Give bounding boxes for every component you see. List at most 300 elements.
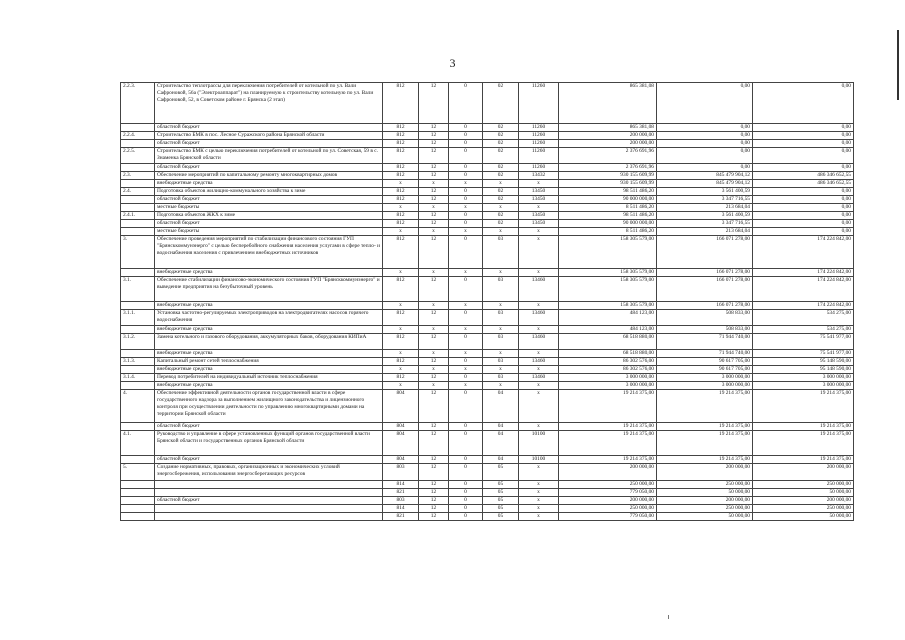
row-number-cell: 4.1. bbox=[121, 431, 155, 456]
table-row bbox=[121, 423, 854, 431]
article-cell: 13450 bbox=[519, 188, 559, 196]
row-name-cell: внебюджетные средства bbox=[155, 366, 383, 374]
amount-year1-cell: 779 050,00 bbox=[559, 513, 657, 521]
table-row bbox=[121, 431, 854, 456]
table-body bbox=[121, 83, 854, 521]
section-cell: x bbox=[419, 366, 449, 374]
program-cell: 04 bbox=[483, 390, 519, 423]
row-name-cell: Строительство БМК с целью переключения потребителей от котельной по ул. Советская, 59 в с. Знаменка Брянской области bbox=[155, 148, 383, 164]
code-cell: 812 bbox=[383, 124, 419, 132]
program-cell: 02 bbox=[483, 124, 519, 132]
row-number-cell bbox=[121, 220, 155, 228]
code-cell: 804 bbox=[383, 423, 419, 431]
table-row bbox=[121, 326, 854, 334]
row-name-cell: Подготовка объектов жилищно-коммунального хозяйства к зиме bbox=[155, 188, 383, 196]
amount-year2-cell: 508 833,00 bbox=[657, 326, 753, 334]
amount-year1-cell: 2 376 691,96 bbox=[559, 148, 657, 164]
row-number-cell bbox=[121, 164, 155, 172]
amount-year2-cell: 0,00 bbox=[657, 164, 753, 172]
table-row bbox=[121, 228, 854, 236]
amount-year3-cell: 75 541 977,00 bbox=[753, 350, 854, 358]
amount-year3-cell: 200 000,00 bbox=[753, 497, 854, 505]
amount-year3-cell: 0,00 bbox=[753, 204, 854, 212]
article-cell: x bbox=[519, 350, 559, 358]
row-number-cell: 2.3. bbox=[121, 172, 155, 180]
program-cell: 04 bbox=[483, 431, 519, 456]
code-cell: 814 bbox=[383, 481, 419, 489]
program-cell: 04 bbox=[483, 456, 519, 464]
amount-year2-cell: 19 214 375,00 bbox=[657, 390, 753, 423]
subsection-cell: 0 bbox=[449, 83, 483, 124]
code-cell: 812 bbox=[383, 236, 419, 269]
section-cell: x bbox=[419, 228, 449, 236]
subsection-cell: 0 bbox=[449, 374, 483, 382]
code-cell: 812 bbox=[383, 196, 419, 204]
program-cell: x bbox=[483, 366, 519, 374]
amount-year3-cell: 19 214 375,00 bbox=[753, 431, 854, 456]
amount-year3-cell: 200 000,00 bbox=[753, 464, 854, 481]
row-number-cell: 2.2.4. bbox=[121, 132, 155, 140]
program-cell: 03 bbox=[483, 277, 519, 302]
amount-year2-cell: 166 071 278,00 bbox=[657, 277, 753, 302]
amount-year1-cell: 158 305 579,00 bbox=[559, 236, 657, 269]
row-number-cell: 3.1.2. bbox=[121, 334, 155, 350]
section-cell: 12 bbox=[419, 140, 449, 148]
code-cell: 804 bbox=[383, 456, 419, 464]
amount-year2-cell: 250 000,00 bbox=[657, 505, 753, 513]
amount-year3-cell: 0,00 bbox=[753, 164, 854, 172]
amount-year2-cell: 0,00 bbox=[657, 132, 753, 140]
amount-year2-cell: 166 071 278,00 bbox=[657, 302, 753, 310]
subsection-cell: 0 bbox=[449, 196, 483, 204]
table-row bbox=[121, 456, 854, 464]
row-name-cell: областной бюджет bbox=[155, 220, 383, 228]
code-cell: 803 bbox=[383, 464, 419, 481]
section-cell: 12 bbox=[419, 164, 449, 172]
section-cell: 12 bbox=[419, 497, 449, 505]
amount-year1-cell: 200 000,00 bbox=[559, 132, 657, 140]
amount-year3-cell: 3 000 000,00 bbox=[753, 382, 854, 390]
article-cell: 13460 bbox=[519, 374, 559, 382]
table-row bbox=[121, 220, 854, 228]
section-cell: 12 bbox=[419, 456, 449, 464]
program-cell: 04 bbox=[483, 423, 519, 431]
table-row bbox=[121, 374, 854, 382]
article-cell: x bbox=[519, 302, 559, 310]
row-name-cell: Обеспечение мероприятий по капитальному ремонту многоквартирных домов bbox=[155, 172, 383, 180]
code-cell: 803 bbox=[383, 497, 419, 505]
section-cell: 12 bbox=[419, 212, 449, 220]
amount-year2-cell: 0,00 bbox=[657, 148, 753, 164]
amount-year1-cell: 3 000 000,00 bbox=[559, 374, 657, 382]
amount-year3-cell: 19 214 375,00 bbox=[753, 423, 854, 431]
amount-year3-cell: 0,00 bbox=[753, 196, 854, 204]
section-cell: 12 bbox=[419, 124, 449, 132]
row-number-cell bbox=[121, 196, 155, 204]
code-cell: 812 bbox=[383, 140, 419, 148]
table-row bbox=[121, 390, 854, 423]
row-name-cell: Установка частотно-регулируемых электроприводов на электродвигателях насосов горячего водоснабжения bbox=[155, 310, 383, 326]
code-cell: x bbox=[383, 228, 419, 236]
amount-year1-cell: 865 381,08 bbox=[559, 124, 657, 132]
subsection-cell: 0 bbox=[449, 212, 483, 220]
section-cell: 12 bbox=[419, 220, 449, 228]
table-row bbox=[121, 464, 854, 481]
row-name-cell: областной бюджет bbox=[155, 497, 383, 505]
amount-year2-cell: 71 944 740,00 bbox=[657, 350, 753, 358]
row-name-cell bbox=[155, 489, 383, 497]
row-name-cell: Перевод потребителей на индивидуальный источник теплоснабжения bbox=[155, 374, 383, 382]
amount-year2-cell: 19 214 375,00 bbox=[657, 431, 753, 456]
table-row bbox=[121, 180, 854, 188]
amount-year3-cell: 3 000 000,00 bbox=[753, 374, 854, 382]
program-cell: 03 bbox=[483, 310, 519, 326]
subsection-cell: 0 bbox=[449, 464, 483, 481]
amount-year1-cell: 86 302 576,00 bbox=[559, 358, 657, 366]
section-cell: x bbox=[419, 204, 449, 212]
amount-year2-cell: 50 000,00 bbox=[657, 489, 753, 497]
amount-year3-cell: 174 224 842,00 bbox=[753, 269, 854, 277]
code-cell: 812 bbox=[383, 172, 419, 180]
article-cell: 11260 bbox=[519, 140, 559, 148]
section-cell: 12 bbox=[419, 172, 449, 180]
code-cell: x bbox=[383, 204, 419, 212]
row-name-cell: местные бюджеты bbox=[155, 228, 383, 236]
article-cell: x bbox=[519, 326, 559, 334]
subsection-cell: 0 bbox=[449, 513, 483, 521]
program-cell: x bbox=[483, 269, 519, 277]
code-cell: x bbox=[383, 326, 419, 334]
subsection-cell: 0 bbox=[449, 431, 483, 456]
row-name-cell bbox=[155, 513, 383, 521]
amount-year2-cell: 19 214 375,00 bbox=[657, 423, 753, 431]
amount-year1-cell: 98 511 486,20 bbox=[559, 212, 657, 220]
amount-year3-cell: 250 000,00 bbox=[753, 505, 854, 513]
row-name-cell bbox=[155, 481, 383, 489]
row-number-cell bbox=[121, 140, 155, 148]
amount-year3-cell: 174 224 842,00 bbox=[753, 302, 854, 310]
article-cell: 11260 bbox=[519, 124, 559, 132]
article-cell: 13450 bbox=[519, 212, 559, 220]
program-cell: 02 bbox=[483, 172, 519, 180]
program-cell: 02 bbox=[483, 148, 519, 164]
code-cell: x bbox=[383, 180, 419, 188]
amount-year3-cell: 174 224 842,00 bbox=[753, 277, 854, 302]
row-name-cell: Обеспечение проведения мероприятий по стабилизации финансового состояния ГУП "Брянсккоммунэнерго" с целью бесперебойного снабжения населения услугами в сфере тепло- и водоснабжения населения с привлечением внебюджетных источников bbox=[155, 236, 383, 269]
article-cell: x bbox=[519, 366, 559, 374]
table-row bbox=[121, 497, 854, 505]
amount-year1-cell: 68 518 880,00 bbox=[559, 350, 657, 358]
amount-year2-cell: 3 561 400,59 bbox=[657, 212, 753, 220]
section-cell: x bbox=[419, 302, 449, 310]
amount-year1-cell: 158 305 579,00 bbox=[559, 302, 657, 310]
program-cell: x bbox=[483, 326, 519, 334]
table-row bbox=[121, 140, 854, 148]
amount-year2-cell: 0,00 bbox=[657, 140, 753, 148]
article-cell: 10100 bbox=[519, 456, 559, 464]
amount-year1-cell: 19 214 375,00 bbox=[559, 431, 657, 456]
row-number-cell bbox=[121, 489, 155, 497]
row-name-cell: Строительство теплотрассы для переключения потребителей от котельной по ул. Вали Сафроновой, 56а ("Электроаппарат") на планируемую к строительству котельную по ул. Вали Сафроновой, 52, в Советском районе г. Брянска (2 этап) bbox=[155, 83, 383, 124]
subsection-cell: x bbox=[449, 228, 483, 236]
code-cell: 812 bbox=[383, 374, 419, 382]
amount-year3-cell: 0,00 bbox=[753, 124, 854, 132]
code-cell: 821 bbox=[383, 513, 419, 521]
article-cell: x bbox=[519, 513, 559, 521]
subsection-cell: 0 bbox=[449, 236, 483, 269]
subsection-cell: 0 bbox=[449, 497, 483, 505]
section-cell: 12 bbox=[419, 148, 449, 164]
amount-year1-cell: 930 155 609,99 bbox=[559, 180, 657, 188]
article-cell: x bbox=[519, 423, 559, 431]
amount-year1-cell: 250 000,00 bbox=[559, 481, 657, 489]
row-number-cell: 2.4.1. bbox=[121, 212, 155, 220]
table-row bbox=[121, 172, 854, 180]
article-cell: 11260 bbox=[519, 132, 559, 140]
row-number-cell: 3.1.1. bbox=[121, 310, 155, 326]
amount-year1-cell: 68 518 880,00 bbox=[559, 334, 657, 350]
subsection-cell: 0 bbox=[449, 358, 483, 366]
row-number-cell bbox=[121, 513, 155, 521]
program-cell: 02 bbox=[483, 83, 519, 124]
article-cell: x bbox=[519, 382, 559, 390]
amount-year1-cell: 484 123,00 bbox=[559, 310, 657, 326]
amount-year2-cell: 71 944 740,00 bbox=[657, 334, 753, 350]
amount-year1-cell: 930 155 609,99 bbox=[559, 172, 657, 180]
table-row bbox=[121, 350, 854, 358]
subsection-cell: x bbox=[449, 366, 483, 374]
article-cell: x bbox=[519, 481, 559, 489]
row-name-cell: Подготовка объектов ЖКХ к зиме bbox=[155, 212, 383, 220]
table-row bbox=[121, 212, 854, 220]
amount-year3-cell: 250 000,00 bbox=[753, 481, 854, 489]
code-cell: x bbox=[383, 382, 419, 390]
section-cell: x bbox=[419, 382, 449, 390]
table-row bbox=[121, 366, 854, 374]
section-cell: 12 bbox=[419, 188, 449, 196]
section-cell: 12 bbox=[419, 334, 449, 350]
program-cell: 03 bbox=[483, 334, 519, 350]
article-cell: x bbox=[519, 236, 559, 269]
subsection-cell: 0 bbox=[449, 423, 483, 431]
subsection-cell: 0 bbox=[449, 124, 483, 132]
amount-year3-cell: 534 275,00 bbox=[753, 310, 854, 326]
subsection-cell: x bbox=[449, 180, 483, 188]
program-cell: 05 bbox=[483, 505, 519, 513]
amount-year3-cell: 0,00 bbox=[753, 188, 854, 196]
row-number-cell bbox=[121, 269, 155, 277]
amount-year2-cell: 213 684,04 bbox=[657, 204, 753, 212]
amount-year1-cell: 250 000,00 bbox=[559, 505, 657, 513]
section-cell: 12 bbox=[419, 390, 449, 423]
table-row bbox=[121, 188, 854, 196]
amount-year2-cell: 90 617 705,00 bbox=[657, 366, 753, 374]
code-cell: 812 bbox=[383, 83, 419, 124]
amount-year1-cell: 90 000 000,00 bbox=[559, 196, 657, 204]
amount-year3-cell: 95 148 590,00 bbox=[753, 358, 854, 366]
amount-year2-cell: 3 347 716,55 bbox=[657, 196, 753, 204]
subsection-cell: x bbox=[449, 326, 483, 334]
subsection-cell: 0 bbox=[449, 489, 483, 497]
amount-year1-cell: 86 302 576,00 bbox=[559, 366, 657, 374]
amount-year3-cell: 174 224 842,00 bbox=[753, 236, 854, 269]
amount-year1-cell: 484 123,00 bbox=[559, 326, 657, 334]
program-cell: 02 bbox=[483, 140, 519, 148]
subsection-cell: 0 bbox=[449, 140, 483, 148]
amount-year2-cell: 508 833,00 bbox=[657, 310, 753, 326]
subsection-cell: 0 bbox=[449, 481, 483, 489]
amount-year1-cell: 200 000,00 bbox=[559, 464, 657, 481]
article-cell: 10100 bbox=[519, 431, 559, 456]
program-cell: x bbox=[483, 180, 519, 188]
subsection-cell: 0 bbox=[449, 132, 483, 140]
row-number-cell: 4. bbox=[121, 390, 155, 423]
subsection-cell: x bbox=[449, 269, 483, 277]
subsection-cell: 0 bbox=[449, 390, 483, 423]
amount-year2-cell: 250 000,00 bbox=[657, 481, 753, 489]
row-name-cell: Обеспечение эффективной деятельности органов государственной власти в сфере государственного надзора за выполнением жилищного законодательства и лицензионного контроля при осуществлении деятельности по управлению многоквартирными домами на территории Брянской области bbox=[155, 390, 383, 423]
row-name-cell: областной бюджет bbox=[155, 140, 383, 148]
amount-year2-cell: 3 000 000,00 bbox=[657, 382, 753, 390]
section-cell: 12 bbox=[419, 132, 449, 140]
section-cell: 12 bbox=[419, 83, 449, 124]
amount-year1-cell: 8 511 486,20 bbox=[559, 228, 657, 236]
row-name-cell: Обеспечение стабилизации финансово-экономического состояния ГУП "Брянсккоммунэнерго" и выведение предприятия на безубыточный уровень bbox=[155, 277, 383, 302]
row-number-cell: 5. bbox=[121, 464, 155, 481]
amount-year3-cell: 0,00 bbox=[753, 83, 854, 124]
subsection-cell: 0 bbox=[449, 172, 483, 180]
article-cell: 13450 bbox=[519, 220, 559, 228]
code-cell: 812 bbox=[383, 164, 419, 172]
row-number-cell bbox=[121, 180, 155, 188]
program-cell: 05 bbox=[483, 481, 519, 489]
table-row bbox=[121, 505, 854, 513]
row-number-cell bbox=[121, 456, 155, 464]
program-cell: 02 bbox=[483, 132, 519, 140]
article-cell: 13450 bbox=[519, 196, 559, 204]
subsection-cell: 0 bbox=[449, 505, 483, 513]
row-name-cell: внебюджетные средства bbox=[155, 302, 383, 310]
amount-year1-cell: 98 511 486,20 bbox=[559, 188, 657, 196]
amount-year1-cell: 19 214 375,00 bbox=[559, 423, 657, 431]
subsection-cell: 0 bbox=[449, 277, 483, 302]
table-row bbox=[121, 513, 854, 521]
row-number-cell bbox=[121, 423, 155, 431]
row-name-cell: областной бюджет bbox=[155, 124, 383, 132]
code-cell: x bbox=[383, 350, 419, 358]
row-name-cell: областной бюджет bbox=[155, 196, 383, 204]
section-cell: 12 bbox=[419, 423, 449, 431]
program-cell: 02 bbox=[483, 196, 519, 204]
article-cell: x bbox=[519, 464, 559, 481]
program-cell: 05 bbox=[483, 489, 519, 497]
subsection-cell: 0 bbox=[449, 148, 483, 164]
program-cell: 05 bbox=[483, 513, 519, 521]
row-number-cell: 2.2.5. bbox=[121, 148, 155, 164]
amount-year2-cell: 0,00 bbox=[657, 124, 753, 132]
table-row bbox=[121, 236, 854, 269]
program-cell: x bbox=[483, 302, 519, 310]
page-number: 3 bbox=[449, 56, 456, 70]
code-cell: x bbox=[383, 302, 419, 310]
row-name-cell: Создание нормативных, правовых, организационных и экономических условий энергосбережения, использования энергосберегающих ресурсов bbox=[155, 464, 383, 481]
program-cell: 03 bbox=[483, 374, 519, 382]
article-cell: 13460 bbox=[519, 310, 559, 326]
row-name-cell: внебюджетные средства bbox=[155, 350, 383, 358]
row-number-cell bbox=[121, 350, 155, 358]
subsection-cell: x bbox=[449, 382, 483, 390]
amount-year1-cell: 2 376 691,96 bbox=[559, 164, 657, 172]
table-row bbox=[121, 334, 854, 350]
code-cell: 812 bbox=[383, 310, 419, 326]
subsection-cell: x bbox=[449, 350, 483, 358]
row-name-cell: внебюджетные средства bbox=[155, 382, 383, 390]
row-name-cell: Замена котельного и газового оборудования, аккумуляторных баков, оборудования КИПиА bbox=[155, 334, 383, 350]
row-number-cell: 2.4. bbox=[121, 188, 155, 196]
amount-year2-cell: 3 561 400,59 bbox=[657, 188, 753, 196]
section-cell: 12 bbox=[419, 358, 449, 366]
row-name-cell: Руководство и управление в сфере установленных функций органов государственной власти Брянской области и государственных органов Брянской области bbox=[155, 431, 383, 456]
amount-year3-cell: 0,00 bbox=[753, 228, 854, 236]
table-row bbox=[121, 196, 854, 204]
article-cell: x bbox=[519, 269, 559, 277]
article-cell: 13460 bbox=[519, 358, 559, 366]
program-cell: 02 bbox=[483, 212, 519, 220]
amount-year1-cell: 200 000,00 bbox=[559, 140, 657, 148]
article-cell: x bbox=[519, 505, 559, 513]
code-cell: 812 bbox=[383, 188, 419, 196]
amount-year1-cell: 158 305 579,00 bbox=[559, 269, 657, 277]
table-row bbox=[121, 310, 854, 326]
table-row bbox=[121, 481, 854, 489]
amount-year2-cell: 213 684,04 bbox=[657, 228, 753, 236]
table-row bbox=[121, 132, 854, 140]
section-cell: 12 bbox=[419, 505, 449, 513]
program-cell: 03 bbox=[483, 358, 519, 366]
row-name-cell: областной бюджет bbox=[155, 456, 383, 464]
row-name-cell: областной бюджет bbox=[155, 423, 383, 431]
scan-mark bbox=[668, 615, 669, 619]
row-number-cell: 3.1. bbox=[121, 277, 155, 302]
amount-year3-cell: 534 275,00 bbox=[753, 326, 854, 334]
table-row bbox=[121, 83, 854, 124]
section-cell: 12 bbox=[419, 481, 449, 489]
amount-year1-cell: 200 000,00 bbox=[559, 497, 657, 505]
amount-year3-cell: 0,00 bbox=[753, 212, 854, 220]
row-number-cell bbox=[121, 326, 155, 334]
amount-year3-cell: 75 541 977,00 bbox=[753, 334, 854, 350]
subsection-cell: 0 bbox=[449, 164, 483, 172]
code-cell: 812 bbox=[383, 358, 419, 366]
row-number-cell bbox=[121, 366, 155, 374]
amount-year1-cell: 3 000 000,00 bbox=[559, 382, 657, 390]
subsection-cell: 0 bbox=[449, 310, 483, 326]
row-number-cell bbox=[121, 481, 155, 489]
budget-table bbox=[120, 82, 854, 521]
article-cell: x bbox=[519, 497, 559, 505]
amount-year3-cell: 19 214 375,00 bbox=[753, 390, 854, 423]
program-cell: 05 bbox=[483, 464, 519, 481]
program-cell: 05 bbox=[483, 497, 519, 505]
code-cell: x bbox=[383, 366, 419, 374]
table-row bbox=[121, 148, 854, 164]
amount-year1-cell: 8 511 486,20 bbox=[559, 204, 657, 212]
code-cell: 812 bbox=[383, 148, 419, 164]
code-cell: 814 bbox=[383, 505, 419, 513]
amount-year1-cell: 779 050,00 bbox=[559, 489, 657, 497]
amount-year1-cell: 90 000 000,00 bbox=[559, 220, 657, 228]
program-cell: 03 bbox=[483, 236, 519, 269]
